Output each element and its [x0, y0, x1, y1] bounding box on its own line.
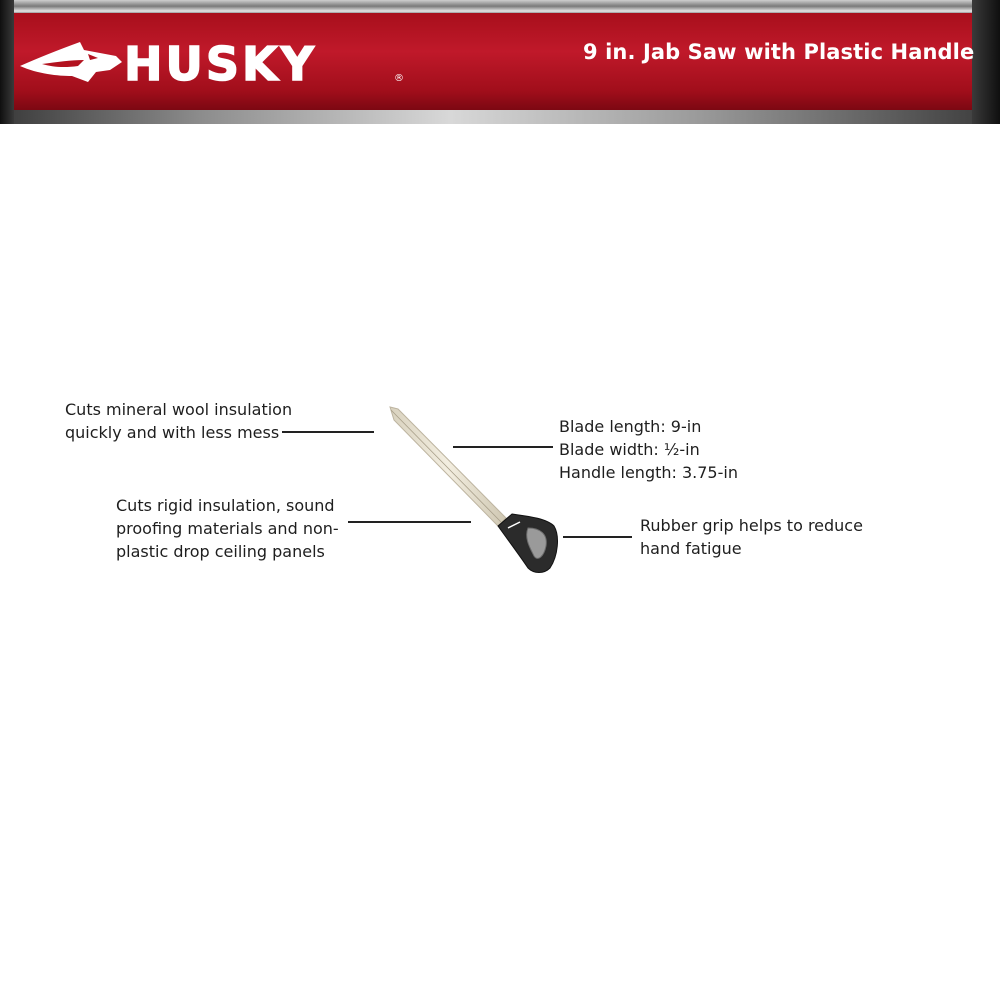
spec-blade-length: Blade length: 9-in	[559, 417, 702, 436]
saw-blade	[390, 407, 506, 526]
page-title: 9 in. Jab Saw with Plastic Handle	[583, 40, 975, 64]
callout-line: Rubber grip helps to reduce	[640, 516, 863, 535]
leader-line-specifications	[453, 446, 553, 448]
brand-name: HUSKY	[124, 37, 317, 86]
leader-line-rigid-insulation	[348, 521, 471, 523]
registered-mark: ®	[394, 73, 404, 84]
callout-line: quickly and with less mess	[65, 423, 280, 442]
callout-line: Cuts rigid insulation, sound	[116, 496, 335, 515]
spec-handle-length: Handle length: 3.75-in	[559, 463, 738, 482]
callout-specifications	[559, 415, 738, 484]
husky-dog-head-icon	[20, 42, 122, 82]
callout-line: plastic drop ceiling panels	[116, 542, 325, 561]
callout-rubber-grip	[640, 514, 863, 560]
callout-line: Cuts mineral wool insulation	[65, 400, 293, 419]
banner-bevel	[0, 110, 1000, 124]
leader-line-rubber-grip	[563, 536, 632, 538]
husky-logo	[18, 36, 408, 86]
callout-line: proofing materials and non-	[116, 519, 339, 538]
leader-line-mineral-wool	[282, 431, 374, 433]
jab-saw-image	[360, 380, 590, 600]
banner-left-edge	[0, 0, 14, 124]
spec-blade-width: Blade width: ½-in	[559, 440, 700, 459]
callout-mineral-wool	[65, 398, 292, 444]
header-banner	[0, 0, 1000, 124]
callout-rigid-insulation	[116, 494, 339, 563]
banner-right-edge	[972, 0, 1000, 124]
saw-handle	[498, 514, 557, 573]
callout-line: hand fatigue	[640, 539, 742, 558]
